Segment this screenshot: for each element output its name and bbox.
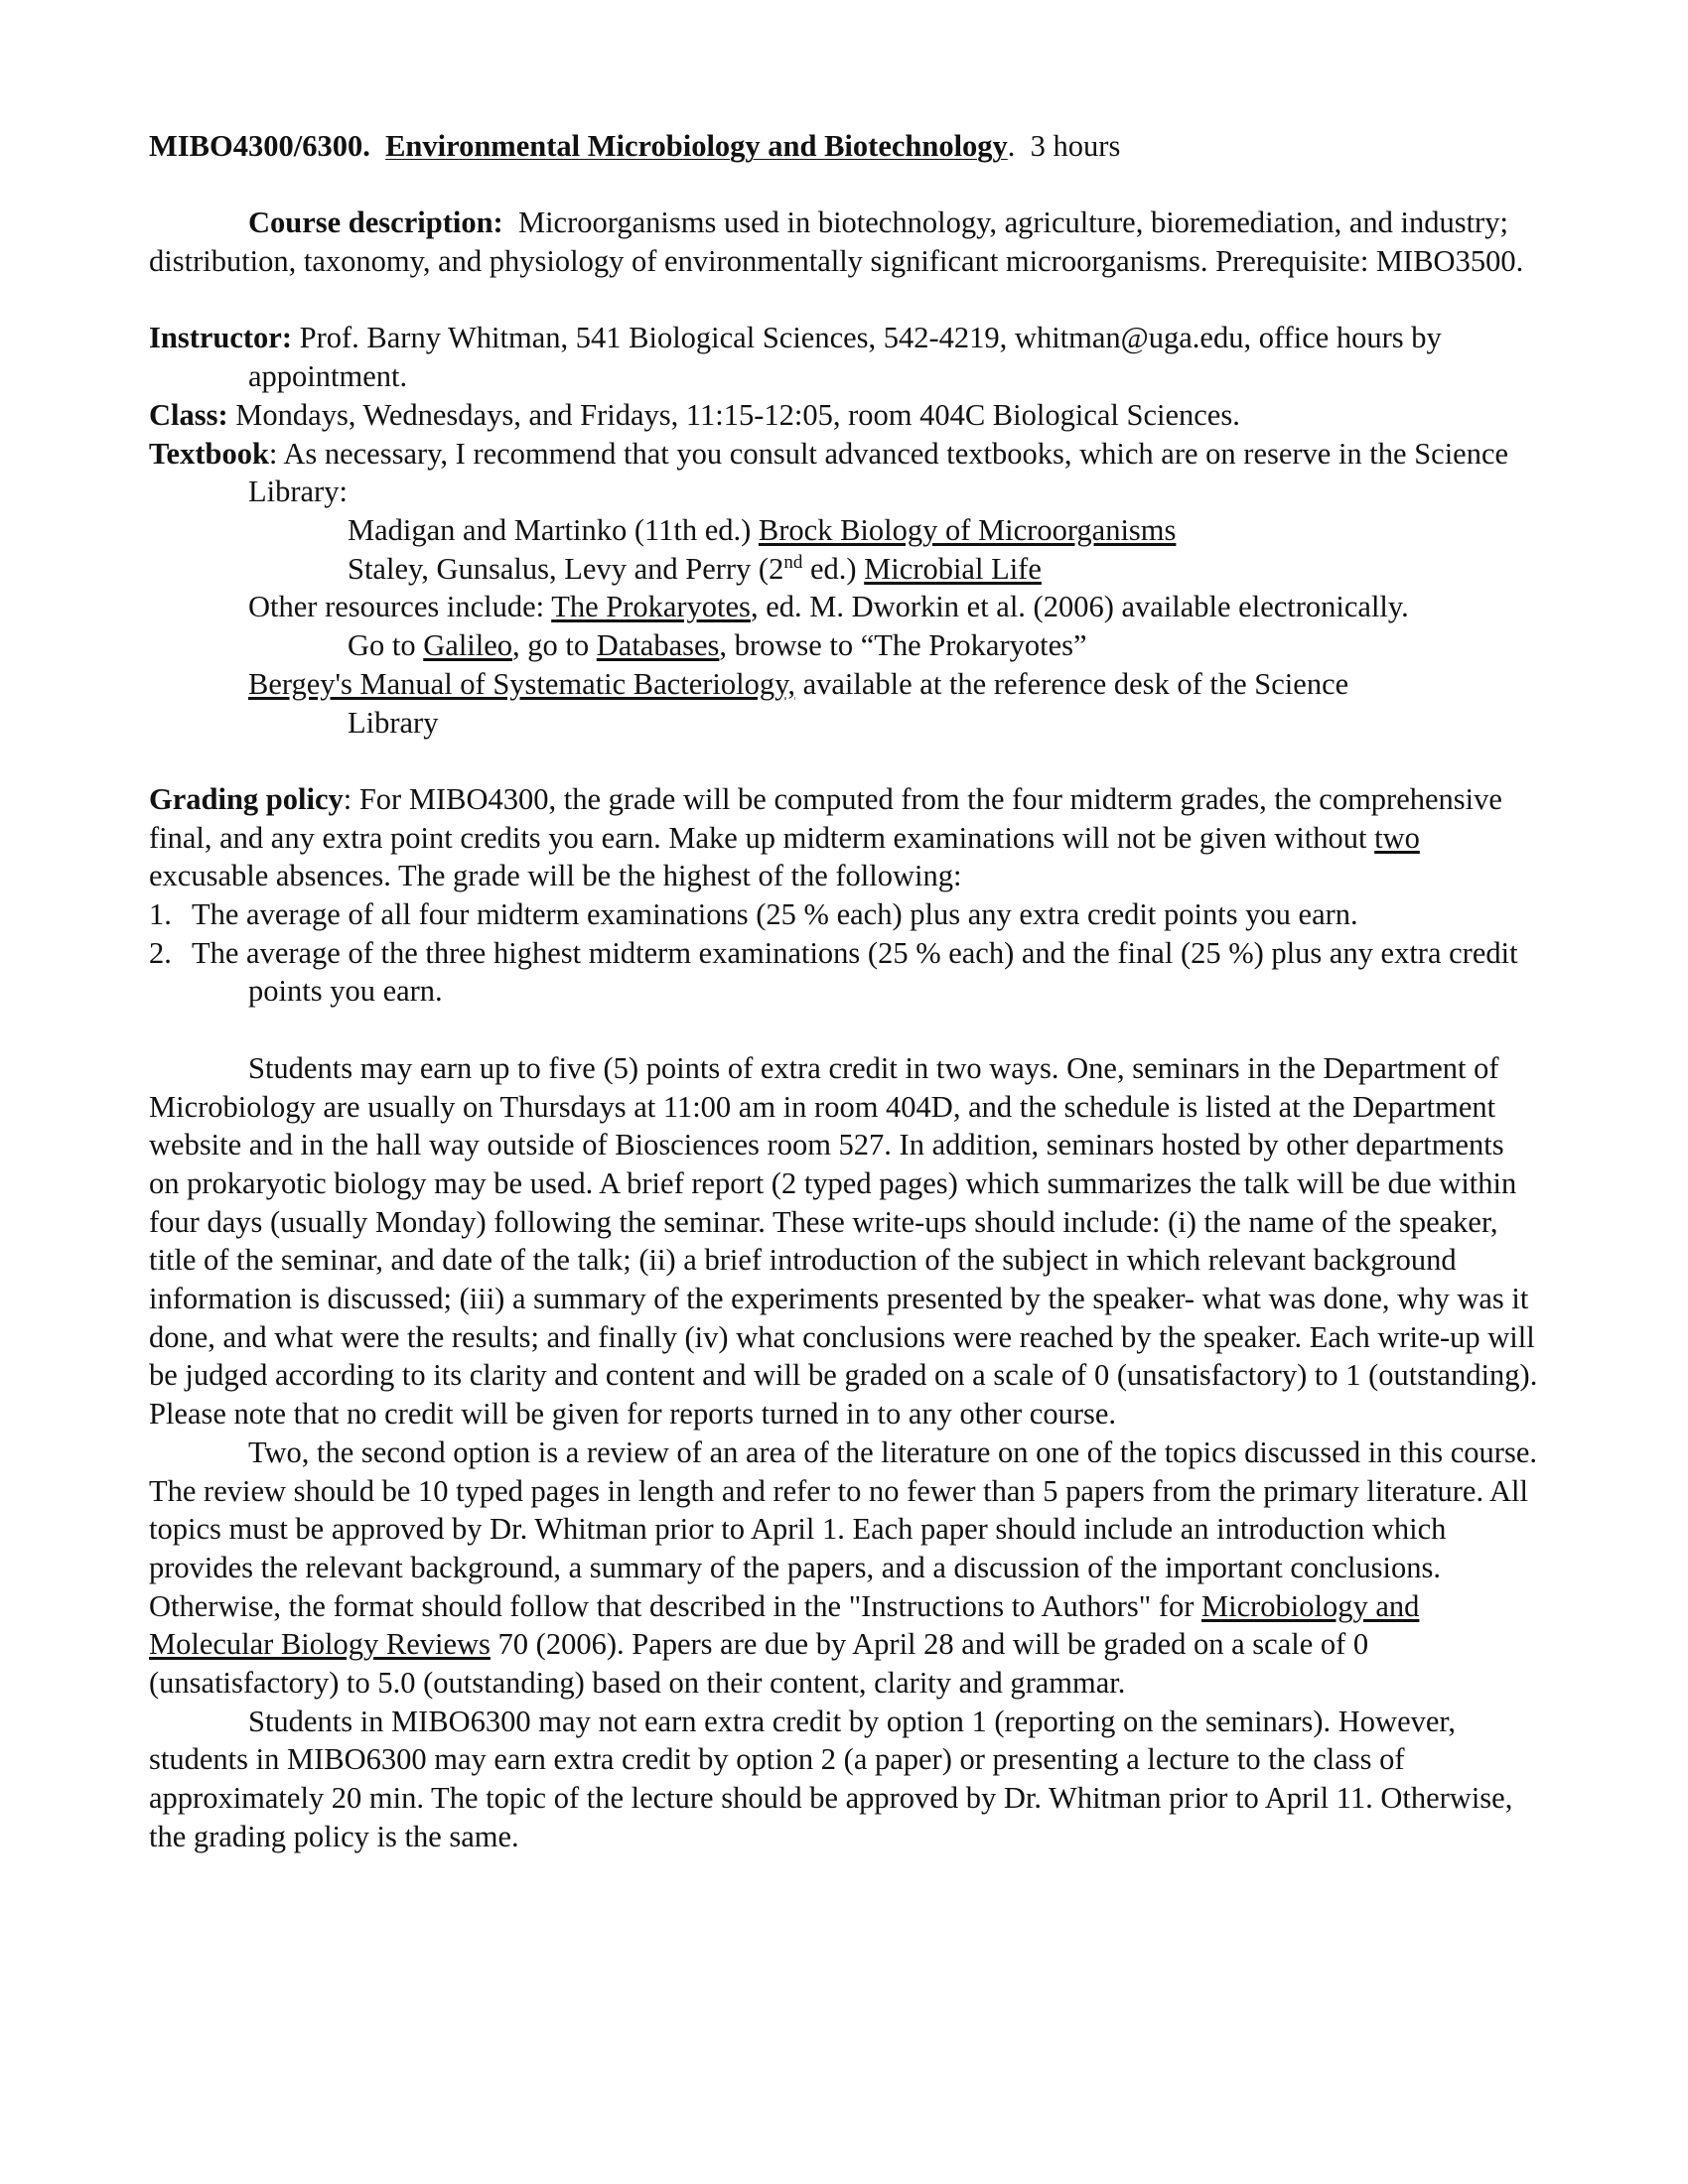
course-description-text: Microorganisms used in biotechnology, agriculture, bioremediation, and industry; distribution, taxonomy, and physiology of environmentally significant microorganisms. Prerequisite: MIBO3500.: [149, 205, 1524, 279]
grading-label: Grading policy: [149, 781, 344, 816]
databases-link[interactable]: Databases: [596, 628, 720, 663]
grading-item: 1. The average of all four midterm examinations (25 % each) plus any extra credit points you earn.: [149, 897, 1358, 932]
class-text: Mondays, Wednesdays, and Fridays, 11:15-12:05, room 404C Biological Sciences.: [235, 397, 1240, 432]
grading-emphasis-two: two: [1374, 820, 1420, 855]
book-title-microbial-life: Microbial Life: [864, 551, 1042, 586]
course-description-label: Course description:: [248, 205, 503, 240]
grading-item: 2. The average of the three highest midterm examinations (25 % each) and the final (25 %) plus any extra credit points you earn.: [149, 935, 1518, 1009]
course-heading: MIBO4300/6300. Environmental Microbiology and Biotechnology. 3 hours: [149, 129, 1121, 163]
textbook-item-brock: Madigan and Martinko (11th ed.) Brock Biology of Microorganisms: [348, 513, 1177, 547]
textbook-line: [149, 435, 1539, 511]
instructor-line: [149, 319, 1539, 395]
course-description: [149, 204, 1539, 280]
instructor-label: Instructor:: [149, 321, 292, 355]
course-code: MIBO4300/6300.: [149, 129, 370, 163]
bergey-line: Bergey's Manual of Systematic Bacteriology, available at the reference desk of the Science: [248, 666, 1349, 701]
extra-credit-paragraph-1: Students may earn up to five (5) points of extra credit in two ways. One, seminars in the Department of Microbiology are usually on Thursdays at 11:00 am in room 404D, and the schedule is listed at the Department website and in the hall way outside of Biosciences room 527. In addition, seminars hosted by other departments on prokaryotic biology may be used. A brief report (2 typed pages) which summarizes the talk will be due within four days (usually Monday) following the seminar. These write-ups should include: (i) the name of the speaker, title of the seminar, and date of the talk; (ii) a brief introduction of the subject in which relevant background information is discussed; (iii) a summary of the experiments presented by the speaker- what was done, why was it done, and what were the results; and finally (iv) what conclusions were reached by the speaker. Each write-up will be judged according to its clarity and content and will be graded on a scale of 0 (unsatisfactory) to 1 (outstanding). Please note that no credit will be given for reports turned in to any other course.: [149, 1050, 1538, 1432]
extra-credit-paragraph-3: Students in MIBO6300 may not earn extra credit by option 1 (reporting on the seminars). However, students in MIBO6300 may earn extra credit by option 2 (a paper) or presenting a lecture to the class of approximately 20 min. The topic of the lecture should be approved by Dr. Whitman prior to April 11. Otherwise, the grading policy is the same.: [149, 1704, 1513, 1853]
journal-title: Microbiology and Molecular Biology Reviews: [149, 1588, 1420, 1662]
syllabus-page: [149, 127, 1539, 1856]
textbook-item-microbial-life: Staley, Gunsalus, Levy and Perry (2nd ed.) Microbial Life: [348, 551, 1042, 586]
textbook-label: Textbook: [149, 436, 269, 471]
book-title-brock: Brock Biology of Microorganisms: [758, 513, 1177, 547]
class-line: [149, 396, 1539, 435]
extra-credit-paragraph-2: Two, the second option is a review of an area of the literature on one of the topics discussed in this course. The review should be 10 typed pages in length and refer to no fewer than 5 papers from the primary literature. All topics must be approved by Dr. Whitman prior to April 1. Each paper should include an introduction which provides the relevant background, a summary of the papers, and a discussion of the important conclusions. Otherwise, the format should follow that described in the "Instructions to Authors" for Microbiology and Molecular Biology Reviews 70 (2006). Papers are due by April 28 and will be graded on a scale of 0 (unsatisfactory) to 5.0 (outstanding) based on their content, clarity and grammar.: [149, 1434, 1537, 1701]
class-label: Class:: [149, 397, 228, 432]
course-hours: 3 hours: [1030, 129, 1121, 163]
course-name: Environmental Microbiology and Biotechnology: [385, 129, 1008, 163]
resource-title-prokaryotes: The Prokaryotes: [551, 590, 751, 624]
instructor-text: Prof. Barny Whitman, 541 Biological Sciences, 542-4219, whitman@uga.edu, office hours by appointment.: [248, 321, 1442, 394]
galileo-link[interactable]: Galileo: [423, 628, 513, 663]
other-resources-line: Other resources include: The Prokaryotes, ed. M. Dworkin et al. (2006) available electronically.: [248, 590, 1409, 624]
goto-instructions: Go to Galileo, go to Databases, browse to “The Prokaryotes”: [348, 628, 1087, 663]
textbook-text: : As necessary, I recommend that you consult advanced textbooks, which are on reserve in the Science Library:: [248, 436, 1509, 509]
resource-title-bergey: Bergey's Manual of Systematic Bacteriology,: [248, 666, 795, 701]
bergey-library: Library: [348, 705, 439, 740]
grading-policy: Grading policy: For MIBO4300, the grade will be computed from the four midterm grades, the comprehensive final, and any extra point credits you earn. Make up midterm examinations will not be given without two excusable absences. The grade will be the highest of the following:: [149, 781, 1502, 893]
